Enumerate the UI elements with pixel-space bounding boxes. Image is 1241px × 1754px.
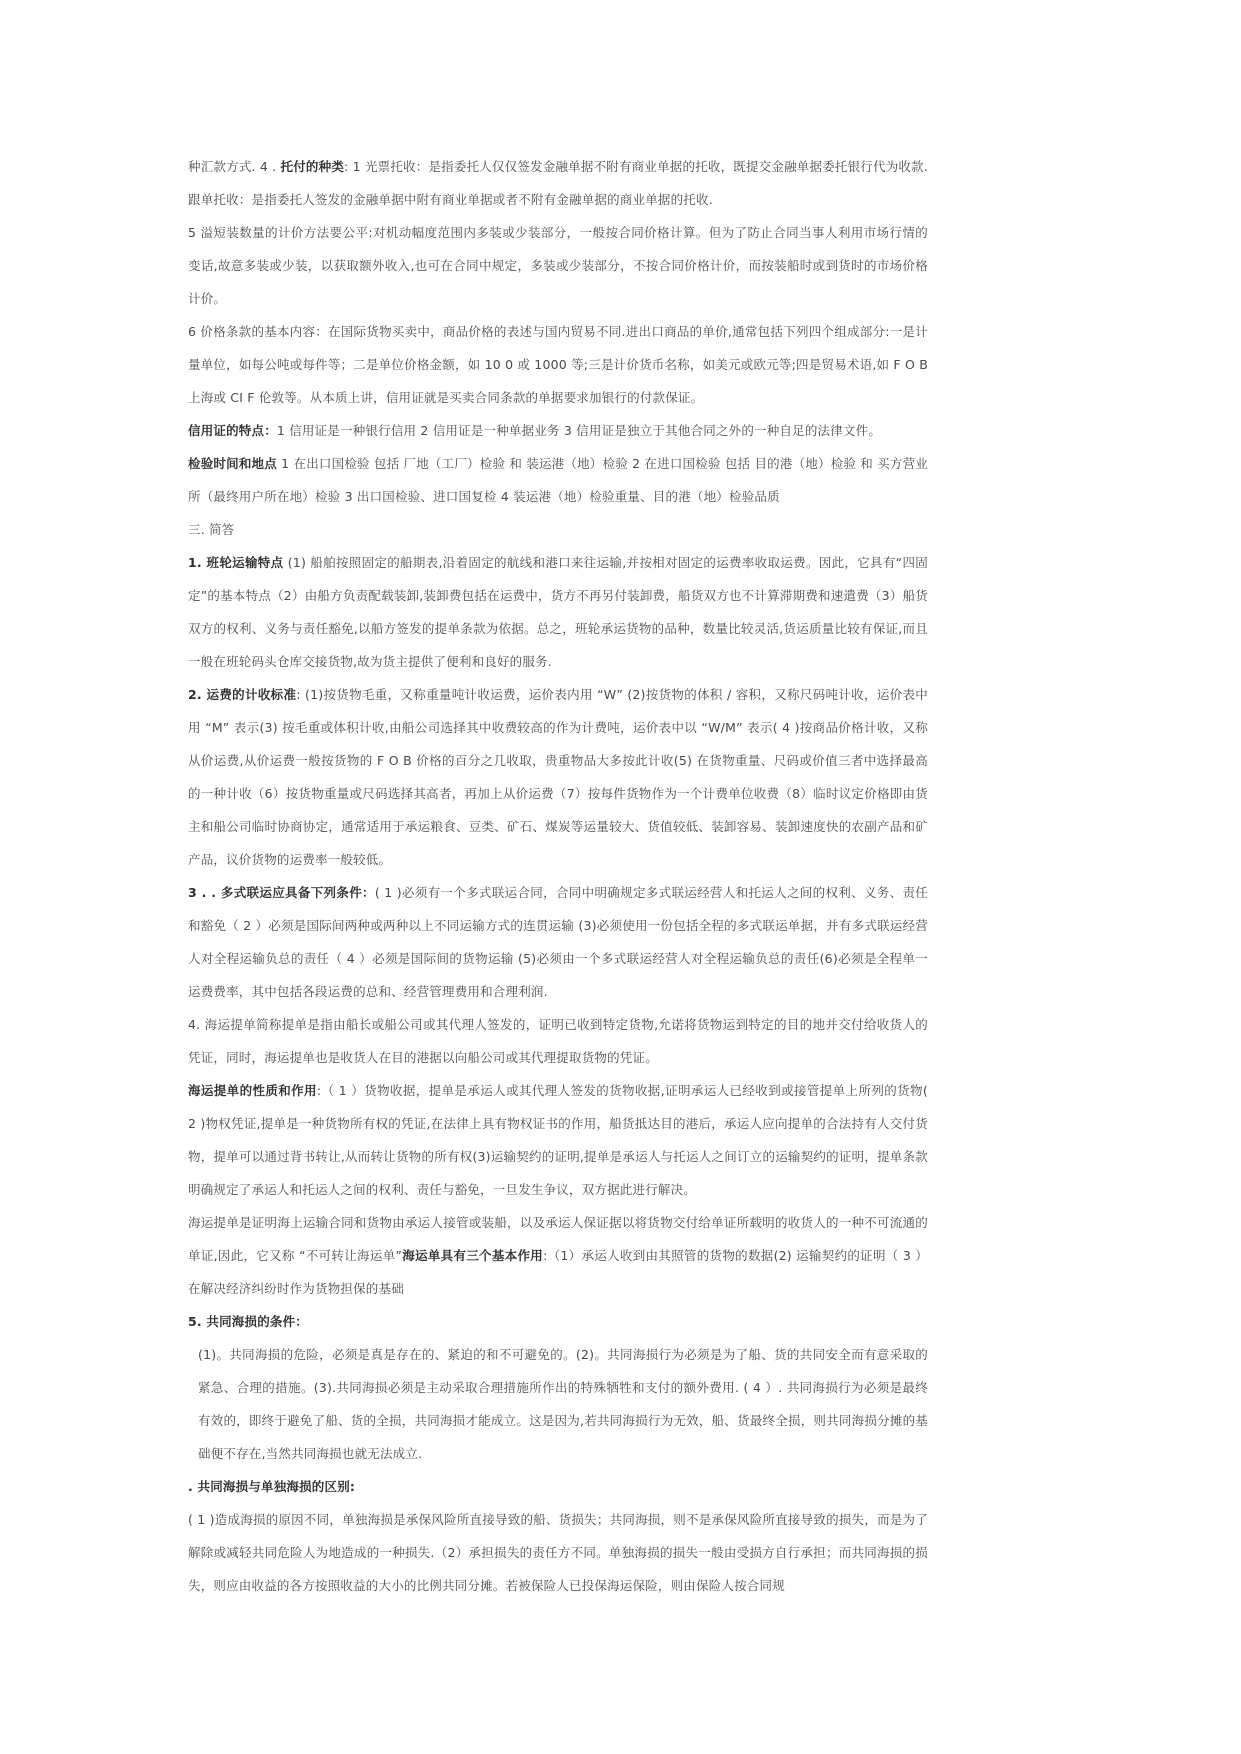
text: 1 在出口国检验 包括 厂地（工厂）检验 和 装运港（地）检验 2 在进口国检验 包括 目的港（地）检验 和 买方营业所（最终用户所在地）检验 3 出口国检验、进口国复检 4 装运港（地）检验重量、目的港（地）检验品质: [188, 456, 929, 504]
heading-inline: 海运提单的性质和作用: [188, 1083, 317, 1098]
text: 海运提单是证明海上运输合同和货物由承运人接管或装船，以及承运人保证据以将货物交付给单证所载明的收货人的一种不可流通的单证,因此，它又称 “不可转让海运单”: [188, 1215, 928, 1263]
paragraph-inspection: [188, 447, 928, 513]
paragraph-freight-basis: [188, 678, 928, 876]
subheading-general-average-conditions: 5. 共同海损的条件：: [188, 1314, 308, 1329]
heading-inline: 信用证的特点：: [188, 423, 277, 438]
text: : (1)按货物毛重，又称重量吨计收运费，运价表内用 “W” (2)按货物的体积 / 容积，又称尺码吨计收，运价表中用 “M” 表示(3) 按毛重或体积计收,由船公司选择其中收费较高的作为计费吨，运价表中以 “W/M” 表示( 4 )按商品价格计收，又称从价运费,从价运费一般按货物的 F O B 价格的百分之几收取，贵重物品大多按此计收(5) 在货物重量、尺码或价值三者中选择最高的一种计收（6）按货物重量或尺码选择其高者，再加上从价运费（7）按每件货物作为一个计费单位收费（8）临时议定价格即由货主和船公司临时协商协定，通常适用于承运粮食、豆类、矿石、煤炭等运量较大、货值较低、装卸容易、装卸速度快的农副产品和矿产品，议价货物的运费率一般较低。: [188, 687, 928, 867]
paragraph-multimodal: [188, 876, 928, 1008]
text: 种汇款方式. 4 .: [188, 159, 281, 174]
item-number: 2.: [188, 687, 207, 702]
document-body: [188, 150, 928, 1602]
paragraph-average-difference: ( 1 )造成海损的原因不同，单独海损是承保风险所直接导致的船、货损失；共同海损，则不是承保风险所直接导致的损失，而是为了解除或减轻共同危险人为地造成的一种损失.（2）承担损失的责任方不同。单独海损的损失一般由受损方自行承担；而共同海损的损失，则应由收益的各方按照收益的大小的比例共同分摊。若被保险人已投保海运保险，则由保险人按合同规: [188, 1512, 928, 1593]
text: :（1）承运人收到由其照管的货物的数据(2) 运输契约的证明（ 3 ）在解决经济纠纷时作为货物担保的基础: [188, 1248, 929, 1296]
text: :（ 1 ）货物收据，提单是承运人或其代理人签发的货物收据,证明承运人已经收到或接管提单上所列的货物( 2 )物权凭证,提单是一种货物所有权的凭证,在法律上具有物权证书的作用，船货抵达目的港后，承运人应向提单的合法持有人交付货物，提单可以通过背书转让,从而转让货物的所有权(3)运输契约的证明,提单是承运人与托运人之间订立的运输契约的证明，提单条款明确规定了承运人和托运人之间的权利、责任与豁免，一旦发生争议，双方据此进行解决。: [188, 1083, 928, 1197]
text: ( 1 )必须有一个多式联运合同，合同中明确规定多式联运经营人和托运人之间的权利、义务、责任和豁免（ 2 ）必须是国际间两种或两种以上不同运输方式的连贯运输 (3)必须使用一份包括全程的多式联运单据，并有多式联运经营人对全程运输负总的责任（ 4 ）必须是国际间的货物运输 (5)必须由一个多式联运经营人对全程运输负总的责任(6)必须是全程单一运费费率，其中包括各段运费的总和、经营管理费用和合理利润.: [188, 885, 928, 999]
paragraph-sea-waybill: [188, 1206, 928, 1305]
text: (1) 船舶按照固定的船期表,沿着固定的航线和港口来往运输,并按相对固定的运费率收取运费。因此，它具有“四固定”的基本特点（2）由船方负责配载装卸,装卸费包括在运费中，货方不再另付装卸费，船货双方也不计算滞期费和速遣费（3）船货双方的权利、义务与责任豁免,以船方签发的提单条款为依据。总之，班轮承运货物的品种，数量比较灵活,货运质量比较有保证,而且一般在班轮码头仓库交接货物,故为货主提供了便利和良好的服务.: [188, 555, 928, 669]
text: : 1 光票托收：是指委托人仅仅签发金融单据不附有商业单据的托收，既提交金融单据委托银行代为收款.跟单托收：是指委托人签发的金融单据中附有商业单据或者不附有金融单据的商业单据的托收.: [188, 159, 928, 207]
paragraph-liner-shipping: [188, 546, 928, 678]
item-number: 3 . .: [188, 885, 221, 900]
heading-inline: 托付的种类: [280, 159, 345, 174]
heading-inline: 海运单具有三个基本作用: [402, 1248, 544, 1263]
paragraph-bl-nature: [188, 1074, 928, 1206]
item-number: 1.: [188, 555, 207, 570]
paragraph-general-average: (1)。共同海损的危险，必须是真是存在的、紧迫的和不可避免的。(2)。共同海损行为必须是为了船、货的共同安全而有意采取的紧急、合理的措施。(3).共同海损必须是主动采取合理措施所作出的特殊牺牲和支付的额外费用. ( 4 ）. 共同海损行为必须是最终有效的，即终于避免了船、货的全损，共同海损才能成立。这是因为,若共同海损行为无效，船、货最终全损，则共同海损分摊的基础便不存在,当然共同海损也就无法成立.: [198, 1347, 928, 1461]
paragraph-price-clause: 6 价格条款的基本内容：在国际货物买卖中，商品价格的表述与国内贸易不同.进出口商品的单价,通常包括下列四个组成部分:一是计量单位，如每公吨或每件等；二是单位价格金额，如 10 0 或 1000 等;三是计价货币名称，如美元或欧元等;四是贸易术语,如 F O B 上海或 CI F 伦敦等。从本质上讲，信用证就是买卖合同条款的单据要求加银行的付款保证。: [188, 324, 928, 405]
heading-inline: 班轮运输特点: [206, 555, 284, 570]
section-heading: 三. 简答: [188, 522, 235, 537]
heading-inline: 多式联运应具备下列条件：: [220, 885, 375, 900]
text: 1 信用证是一种银行信用 2 信用证是一种单据业务 3 信用证是独立于其他合同之外的一种自足的法律文件。: [276, 423, 882, 438]
paragraph-bill-of-lading: 4. 海运提单简称提单是指由船长或船公司或其代理人签发的，证明已收到特定货物,允诺将货物运到特定的目的地并交付给收货人的凭证，同时，海运提单也是收货人在目的港据以向船公司或其代理提取货物的凭证。: [188, 1017, 928, 1065]
heading-inline: 运费的计收标准: [206, 687, 297, 702]
subheading-average-difference: . 共同海损与单独海损的区别:: [188, 1479, 356, 1494]
paragraph-lc-features: [188, 414, 928, 447]
heading-inline: 检验时间和地点: [188, 456, 277, 471]
paragraph-collection-types: [188, 150, 928, 216]
paragraph-overfill-pricing: 5 溢短装数量的计价方法要公平:对机动幅度范围内多装或少装部分，一般按合同价格计算。但为了防止合同当事人利用市场行情的变话,故意多装或少装，以获取额外收入,也可在合同中规定，多装或少装部分，不按合同价格计价，而按装船时或到货时的市场价格计价。: [188, 225, 928, 306]
